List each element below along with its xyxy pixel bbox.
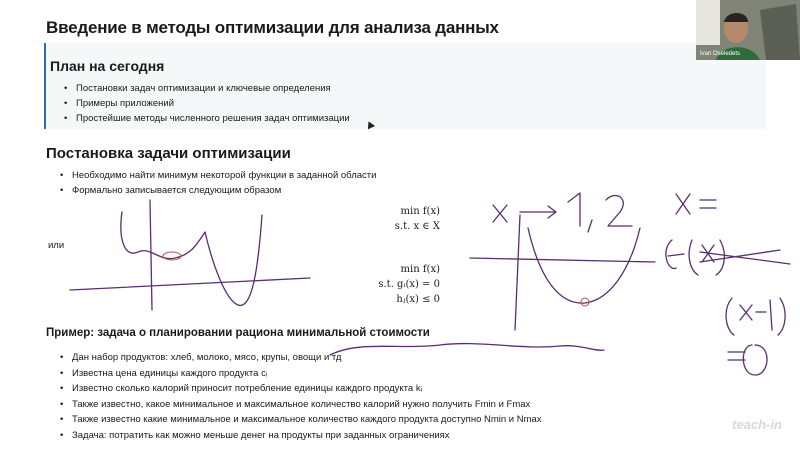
example-item: • Известна цена единицы каждого продукта cᵢ xyxy=(60,366,542,382)
plan-title: План на сегодня xyxy=(50,58,165,74)
plan-box xyxy=(44,43,766,129)
ink-axis-right xyxy=(470,258,655,262)
ink-red-mark-right xyxy=(581,298,589,306)
ink-strike xyxy=(700,250,790,264)
ink-arrow xyxy=(520,206,556,218)
example-item: • Также известно, какое минимальное и максимальное количество калорий нужно получить Fmin и Fmax xyxy=(60,397,542,413)
formula-line: s.t. gᵢ(x) = 0 xyxy=(378,279,440,290)
ink-axis-left xyxy=(70,278,310,290)
ink-text-x xyxy=(493,205,507,222)
ink-text-one xyxy=(568,193,580,226)
section-bullet: • Формально записывается следующим образом xyxy=(60,183,376,198)
slide-title: Введение в методы оптимизации для анализа данных xyxy=(46,18,499,37)
example-item: • Известно сколько калорий приносит потребление единицы каждого продукта kᵢ xyxy=(60,381,542,397)
formula-constrained xyxy=(360,262,440,307)
plan-item: • Примеры приложений xyxy=(64,96,350,111)
plan-list xyxy=(64,81,350,126)
example-title: Пример: задача о планировании рациона минимальной стоимости xyxy=(46,327,430,339)
plan-item: • Простейшие методы численного решения задач оптимизации xyxy=(64,111,350,126)
video-thumbnail[interactable] xyxy=(696,0,800,60)
ink-parabola xyxy=(528,228,640,303)
watermark-logo: teach-in xyxy=(732,417,782,432)
formula-unconstrained xyxy=(360,204,440,234)
ink-text-x-eq xyxy=(676,194,716,214)
example-item: • Задача: потратить как можно меньше денег на продукты при заданных ограничениях xyxy=(60,428,542,444)
ink-vertical-right xyxy=(515,215,520,330)
formula-line: hⱼ(x) ≤ 0 xyxy=(396,294,440,305)
ink-comma xyxy=(588,220,592,232)
example-list xyxy=(60,350,542,443)
section-bullets xyxy=(60,168,376,198)
ink-red-mark-left xyxy=(163,252,181,260)
example-item: • Также известно какие минимальное и максимальное количество каждого продукта доступно Nmin и Nmax xyxy=(60,412,542,428)
formula-line: min f(x) xyxy=(400,264,440,275)
ink-curve-left xyxy=(121,212,262,305)
formula-line: s.t. x ∈ X xyxy=(394,221,440,232)
plan-item: • Постановки задач оптимизации и ключевые определения xyxy=(64,81,350,96)
ink-fx xyxy=(666,240,724,275)
ink-geq-zero xyxy=(728,345,767,375)
ink-vertical-left xyxy=(150,200,152,310)
example-item: • Дан набор продуктов: хлеб, молоко, мясо, крупы, овощи и тд xyxy=(60,350,542,366)
formula-line: min f(x) xyxy=(400,206,440,217)
section-title: Постановка задачи оптимизации xyxy=(46,145,291,162)
or-label: или xyxy=(48,240,65,251)
section-bullet: • Необходимо найти минимум некоторой функции в заданной области xyxy=(60,168,376,183)
ink-xminus xyxy=(726,298,785,335)
ink-text-two xyxy=(606,196,632,226)
participant-name: Ivan Oseledets xyxy=(700,51,741,57)
